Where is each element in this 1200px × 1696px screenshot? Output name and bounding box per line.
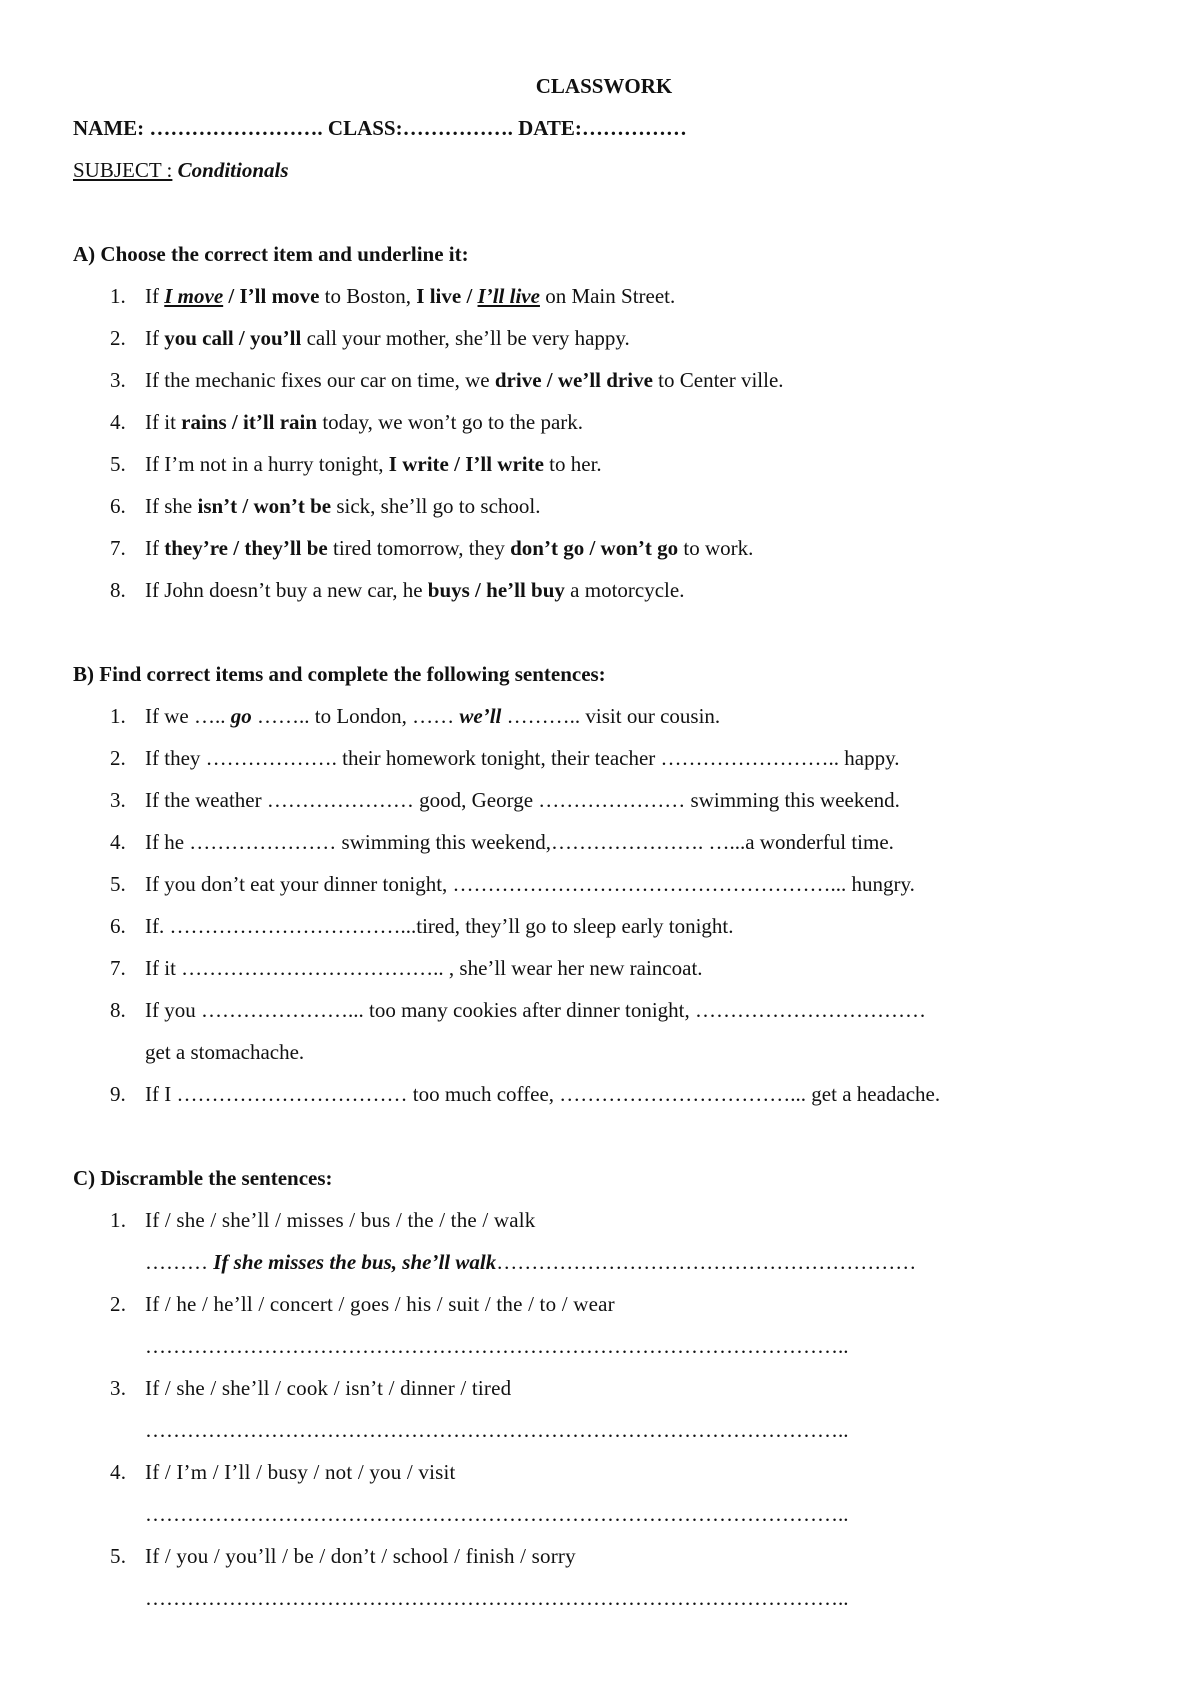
item-text: If the weather ………………… good, George ………………… swimming this weekend. — [145, 788, 900, 812]
item-text: If we ….. — [145, 704, 231, 728]
section-b-item — [110, 1082, 1030, 1107]
section-b-title: B) Find correct items and complete the following sentences: — [73, 662, 606, 686]
item-text: to her. — [543, 452, 602, 476]
item-text: tired tomorrow, they — [327, 536, 511, 560]
section-b-item — [110, 998, 1030, 1023]
item-text: ……….. visit our cousin. — [501, 704, 721, 728]
option-text: don’t go / won’t go — [510, 536, 679, 560]
item-number: 5. — [110, 872, 126, 896]
item-text: If you don’t eat your dinner tonight, ………………………………………………... hungry. — [145, 872, 915, 896]
subject-label: SUBJECT : — [73, 158, 173, 182]
item-text: call your mother, she’ll be very happy. — [301, 326, 630, 350]
item-number: 3. — [110, 368, 126, 392]
option-text: I live — [416, 284, 462, 308]
page-title: CLASSWORK — [535, 74, 673, 98]
item-number: 2. — [110, 1292, 127, 1316]
section-b-item — [110, 830, 1030, 855]
section-a-item — [110, 410, 1030, 435]
section-b-item — [110, 704, 1030, 729]
item-text: today, we won’t go to the park. — [317, 410, 584, 434]
item-number: 1. — [110, 704, 126, 728]
item-number: 3. — [110, 788, 126, 812]
item-text: / — [461, 284, 478, 308]
item-text: If — [145, 536, 165, 560]
item-number: 9. — [110, 1082, 126, 1106]
option-text: I write / I’ll write — [388, 452, 544, 476]
option-text: drive / we’ll drive — [494, 368, 653, 392]
section-b-item — [110, 872, 1030, 897]
item-text: If it — [145, 410, 182, 434]
item-text: If — [145, 284, 165, 308]
underlined-answer: I’ll live — [477, 284, 540, 308]
section-a-title: A) Choose the correct item and underline it: — [73, 242, 469, 266]
item-text: If I …………………………… too much coffee, ……………………………... get a headache. — [145, 1082, 941, 1106]
scrambled-words: If / I’m / I’ll / busy / not / you / visit — [145, 1460, 456, 1484]
section-a-item — [110, 368, 1030, 393]
item-number: 4. — [110, 410, 126, 434]
item-number: 7. — [110, 956, 126, 980]
item-text: a motorcycle. — [564, 578, 685, 602]
item-number: 8. — [110, 998, 126, 1022]
example-answer: we’ll — [459, 704, 502, 728]
item-number: 1. — [110, 284, 126, 308]
section-c-item — [110, 1376, 1030, 1401]
option-text: buys / he’ll buy — [427, 578, 565, 602]
section-b-item — [110, 746, 1030, 771]
item-text: If I’m not in a hurry tonight, — [145, 452, 389, 476]
section-c-item — [110, 1460, 1030, 1485]
scrambled-words: If / he / he’ll / concert / goes / his / suit / the / to / wear — [145, 1292, 615, 1316]
example-answer: go — [230, 704, 252, 728]
item-text: If. ……………………………...tired, they’ll go to sleep early tonight. — [145, 914, 734, 938]
underlined-answer: I move — [164, 284, 224, 308]
scrambled-words: If / she / she’ll / cook / isn’t / dinner / tired — [145, 1376, 512, 1400]
scrambled-words: If / she / she’ll / misses / bus / the / the / walk — [145, 1208, 536, 1232]
dotted-leader: …………………………………………………… — [496, 1250, 917, 1274]
section-a-item — [110, 452, 1030, 477]
answer-line: ……………………………………………………………………………………….. — [145, 1502, 849, 1526]
example-answer: If she misses the bus, she’ll walk — [213, 1250, 497, 1274]
answer-line: ……………………………………………………………………………………….. — [145, 1418, 849, 1442]
section-c-item — [110, 1208, 1030, 1233]
item-number: 4. — [110, 830, 126, 854]
item-text: / — [223, 284, 240, 308]
item-text: to Boston, — [319, 284, 417, 308]
answer-line — [145, 1250, 916, 1275]
option-text: rains / it’ll rain — [181, 410, 318, 434]
name-class-date-line: NAME: ……………………. CLASS:……………. DATE:…………… — [73, 116, 687, 140]
item-number: 3. — [110, 1376, 127, 1400]
item-number: 8. — [110, 578, 126, 602]
item-number: 2. — [110, 326, 126, 350]
item-number: 4. — [110, 1460, 127, 1484]
option-text: you call / you’ll — [164, 326, 302, 350]
subject-line — [73, 158, 289, 183]
item-text: If it ……………………………….. , she’ll wear her new raincoat. — [145, 956, 703, 980]
scrambled-words: If / you / you’ll / be / don’t / school / finish / sorry — [145, 1544, 576, 1568]
item-text: on Main Street. — [539, 284, 676, 308]
item-text: If he ………………… swimming this weekend,…………………. …...a wonderful time. — [145, 830, 894, 854]
section-a-item — [110, 536, 1030, 561]
item-number: 7. — [110, 536, 126, 560]
item-text: If you …………………... too many cookies after dinner tonight, …………………………… — [145, 998, 926, 1022]
item-text: sick, she’ll go to school. — [331, 494, 541, 518]
item-text: If — [145, 326, 165, 350]
section-b-item — [110, 956, 1030, 981]
section-a-item — [110, 284, 1030, 309]
item-text: If they ………………. their homework tonight, their teacher …………………….. happy. — [145, 746, 900, 770]
item-number: 1. — [110, 1208, 127, 1232]
section-a-item — [110, 578, 1030, 603]
option-text: they’re / they’ll be — [164, 536, 328, 560]
item-number: 6. — [110, 494, 126, 518]
item-text: to Center ville. — [652, 368, 784, 392]
item-number: 2. — [110, 746, 126, 770]
section-b-item — [110, 788, 1030, 813]
answer-line: ……………………………………………………………………………………….. — [145, 1586, 849, 1610]
item-number: 5. — [110, 452, 126, 476]
item-continuation: get a stomachache. — [145, 1040, 305, 1064]
item-number: 6. — [110, 914, 126, 938]
item-text: If John doesn’t buy a new car, he — [145, 578, 428, 602]
option-text: I’ll move — [239, 284, 320, 308]
item-text: to work. — [678, 536, 754, 560]
option-text: isn’t / won’t be — [197, 494, 332, 518]
item-number: 5. — [110, 1544, 127, 1568]
section-b-item — [110, 914, 1030, 939]
dotted-leader: ……… — [145, 1250, 214, 1274]
section-a-item — [110, 326, 1030, 351]
item-text: If she — [145, 494, 198, 518]
section-a-item — [110, 494, 1030, 519]
section-c-item — [110, 1292, 1030, 1317]
item-text: If the mechanic fixes our car on time, we — [145, 368, 495, 392]
item-text: …….. to London, …… — [251, 704, 460, 728]
subject-value: Conditionals — [177, 158, 289, 182]
section-c-item — [110, 1544, 1030, 1569]
section-c-title: C) Discramble the sentences: — [73, 1166, 333, 1190]
answer-line: ……………………………………………………………………………………….. — [145, 1334, 849, 1358]
